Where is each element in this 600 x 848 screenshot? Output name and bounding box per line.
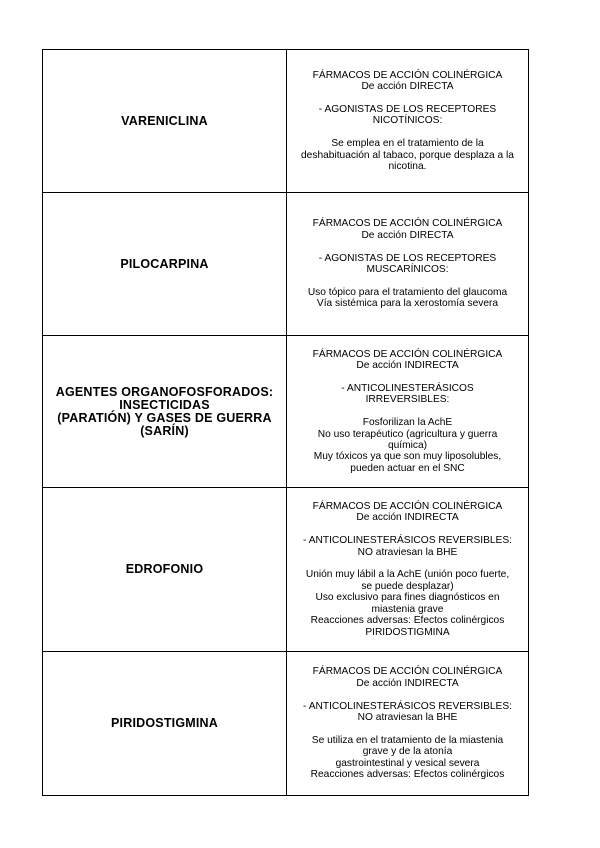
drug-row — [43, 336, 529, 488]
paragraph-gap — [287, 406, 528, 417]
note-line: Muy tóxicos ya que son muy liposolubles, — [313, 451, 502, 463]
drug-class-line: FÁRMACOS DE ACCIÓN COLINÉRGICA — [312, 218, 503, 230]
drug-row — [43, 652, 529, 796]
drug-name: PILOCARPINA — [120, 256, 209, 271]
note-line: Vía sistémica para la xerostomía severa — [316, 298, 499, 310]
drug-table — [42, 49, 529, 796]
drug-row — [43, 193, 529, 336]
mechanism-line: NO atraviesan la BHE — [357, 546, 458, 558]
paragraph-gap — [287, 275, 528, 286]
drug-name: PIRIDOSTIGMINA — [111, 716, 218, 730]
mechanism-line: IRREVERSIBLES: — [365, 394, 450, 406]
mechanism-line: NO atraviesan la BHE — [357, 712, 458, 724]
paragraph-gap — [287, 241, 528, 252]
drug-class-line: De acción INDIRECTA — [356, 677, 459, 689]
mechanism-line: MUSCARÍNICOS: — [366, 264, 449, 275]
mechanism-line: - ANTICOLINESTERÁSICOS REVERSIBLES: — [303, 700, 512, 712]
mechanism-line: - AGONISTAS DE LOS RECEPTORES — [318, 103, 497, 115]
drug-name: VARENICLINA — [121, 113, 208, 128]
note-line: miastenia grave — [371, 603, 444, 615]
drug-name-cell — [43, 50, 287, 193]
note-line: química) — [387, 440, 428, 451]
paragraph-gap — [287, 558, 528, 569]
paragraph-gap — [287, 689, 528, 700]
drug-name-cell — [43, 193, 287, 336]
drug-class-line: FÁRMACOS DE ACCIÓN COLINÉRGICA — [312, 501, 503, 513]
note-line: pueden actuar en el SNC — [350, 462, 465, 474]
note-line: se puede desplazar) — [361, 580, 454, 592]
paragraph-gap — [287, 724, 528, 735]
drug-description-cell — [287, 336, 529, 488]
note-line: grave y de la atonía — [362, 746, 453, 758]
note-line: Unión muy lábil a la AchE (unión poco fuerte, — [305, 569, 510, 581]
note-line: deshabituación al tabaco, porque desplaza a la — [301, 149, 514, 161]
mechanism-line: - ANTICOLINESTERÁSICOS REVERSIBLES: — [303, 535, 512, 547]
drug-class-line: FÁRMACOS DE ACCIÓN COLINÉRGICA — [312, 69, 503, 81]
drug-row — [43, 50, 529, 193]
paragraph-gap — [287, 372, 528, 383]
note-line: Reacciones adversas: Efectos colinérgicos — [310, 615, 505, 627]
mechanism-line: NICOTÍNICOS: — [372, 115, 443, 127]
paragraph-gap — [287, 524, 528, 535]
note-line: Reacciones adversas: Efectos colinérgicos — [310, 769, 505, 781]
mechanism-line: - ANTICOLINESTERÁSICOS — [341, 382, 474, 394]
note-line: gastrointestinal y vesical severa — [335, 757, 480, 769]
drug-name: AGENTES ORGANOFOSFORADOS: INSECTICIDAS (PARATIÓN) Y GASES DE GUERRA (SARÍN) — [55, 384, 274, 438]
drug-class-line: De acción DIRECTA — [361, 81, 454, 93]
note-line: No uso terapéutico (agricultura y guerra — [317, 428, 498, 440]
drug-class-line: De acción INDIRECTA — [356, 360, 459, 372]
paragraph-gap — [287, 93, 528, 104]
note-line: PIRIDOSTIGMINA — [365, 626, 450, 638]
drug-description-cell — [287, 652, 529, 796]
drug-name: EDROFONIO — [125, 562, 204, 576]
note-line: Se utiliza en el tratamiento de la miastenia — [311, 734, 504, 746]
drug-table-body — [43, 50, 529, 796]
drug-name-cell — [43, 652, 287, 796]
note-line: Uso exclusivo para fines diagnósticos en — [315, 592, 500, 604]
drug-description-cell — [287, 50, 529, 193]
note-line: Fosforilizan la AchE — [362, 417, 453, 429]
drug-class-line: De acción DIRECTA — [361, 229, 454, 241]
drug-description-cell — [287, 193, 529, 336]
drug-row — [43, 488, 529, 652]
note-line: Uso tópico para el tratamiento del glaucoma — [307, 286, 508, 298]
drug-class-line: FÁRMACOS DE ACCIÓN COLINÉRGICA — [312, 666, 503, 678]
drug-description-cell — [287, 488, 529, 652]
note-line: Se emplea en el tratamiento de la — [331, 138, 484, 150]
mechanism-line: - AGONISTAS DE LOS RECEPTORES — [318, 252, 497, 264]
drug-name-cell — [43, 336, 287, 488]
drug-class-line: FÁRMACOS DE ACCIÓN COLINÉRGICA — [312, 348, 503, 360]
drug-name-cell — [43, 488, 287, 652]
drug-class-line: De acción INDIRECTA — [356, 512, 459, 524]
note-line: nicotina. — [388, 160, 427, 172]
paragraph-gap — [287, 127, 528, 138]
